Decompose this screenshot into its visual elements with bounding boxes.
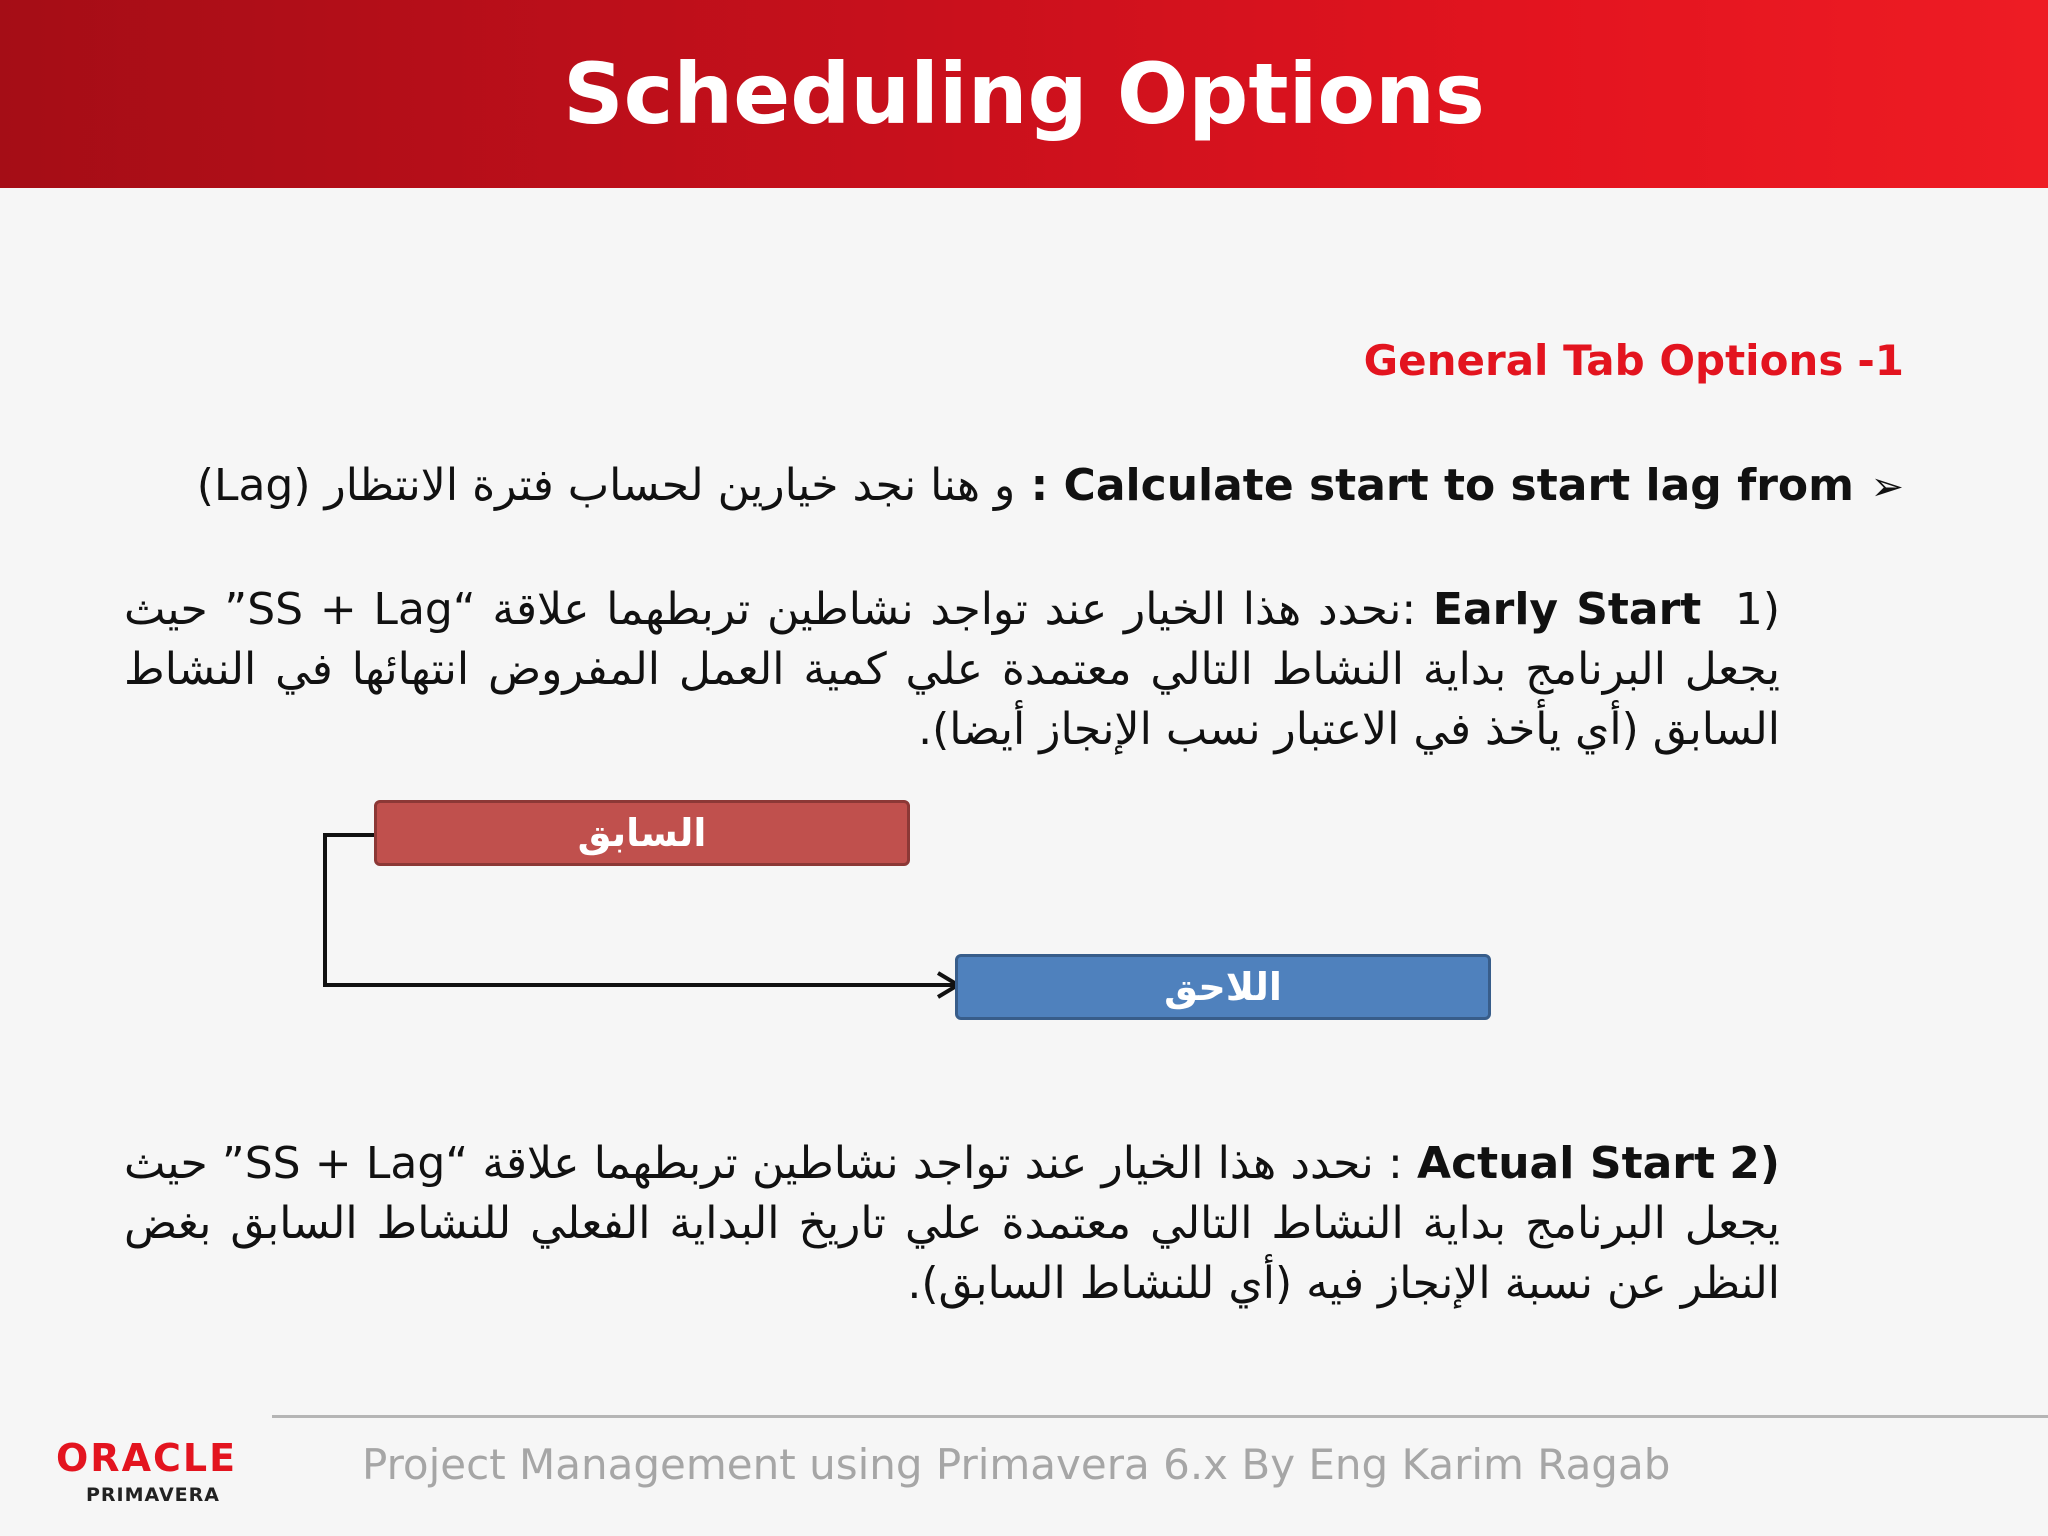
item-number: (1 [1734,584,1780,635]
section-heading [1364,336,1904,385]
item-term: Early Start [1432,584,1702,635]
bullet-description: و هنا نجد خيارين لحساب فترة الانتظار (Lag) [196,460,1016,511]
bullet-term: Calculate start to start lag from [1063,460,1854,511]
bullet-separator: : [1015,460,1064,511]
successor-bar [955,954,1491,1020]
item-actual-start [124,1134,1780,1314]
successor-label: اللاحق [1164,965,1282,1009]
logo-word: ORACLE [56,1436,238,1480]
section-heading-number: -1 [1857,336,1904,385]
slide-title: Scheduling Options [563,45,1485,143]
item-term: Actual Start [1417,1138,1716,1189]
footer-text: Project Management using Primavera 6.x By Eng Karim Ragab [362,1440,1671,1489]
item-text: :نحدد هذا الخيار عند تواجد نشاطين تربطهما علاقة “SS + Lag” حيث يجعل البرنامج بداية النشاط التالي معتمدة علي كمية العمل المفروض انتهائها في النشاط السابق (أي يأخذ في الاعتبار نسب الإنجاز أيضا). [124,584,1780,755]
oracle-primavera-logo [56,1436,256,1506]
item-early-start [124,580,1780,760]
item-text: : نحدد هذا الخيار عند تواجد نشاطين تربطهما علاقة “SS + Lag” حيث يجعل البرنامج بداية النشاط التالي معتمدة علي تاريخ البداية الفعلي للنشاط السابق بغض النظر عن نسبة الإنجاز فيه (أي للنشاط السابق). [124,1138,1780,1309]
logo-sub: PRIMAVERA [86,1484,220,1506]
arrow-bullet-icon: ➢ [1870,464,1904,510]
footer-divider [272,1415,2048,1418]
section-heading-text: General Tab Options [1363,336,1844,385]
item-number: (2 [1729,1138,1780,1189]
predecessor-bar [374,800,910,866]
bullet-line [154,460,1854,511]
predecessor-label: السابق [577,811,707,855]
